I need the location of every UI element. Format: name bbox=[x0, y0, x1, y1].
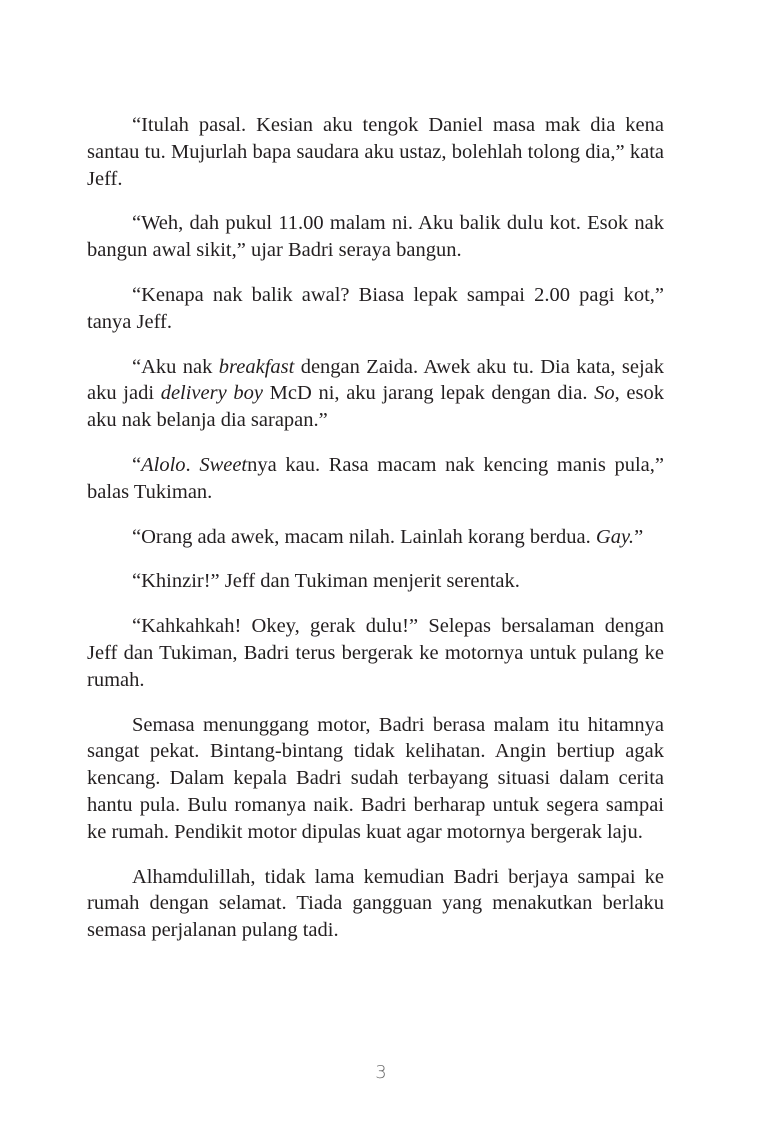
italic-segment: delivery boy bbox=[160, 382, 263, 405]
text-segment: Alhamdulillah, tidak lama kemudian Badri berjaya sampai ke rumah dengan selamat. Tiada gangguan yang menakutkan berlaku semasa perjalanan pulang tadi. bbox=[87, 865, 664, 942]
text-segment: “Itulah pasal. Kesian aku tengok Daniel masa mak dia kena santau tu. Mujurlah bapa saudara aku ustaz, bolehlah tolong dia,” kata Jeff. bbox=[87, 114, 664, 190]
page-body bbox=[87, 112, 664, 962]
text-segment: dengan Zaida. Awek aku tu. Dia kata, sejak aku jadi bbox=[87, 355, 664, 405]
text-segment: “Aku nak bbox=[132, 355, 219, 378]
text-segment: nya kau. Rasa macam nak kencing manis pula,” balas Tukiman. bbox=[87, 453, 665, 503]
paragraph bbox=[87, 210, 664, 264]
paragraph bbox=[87, 524, 664, 551]
paragraph bbox=[87, 354, 664, 434]
paragraph bbox=[87, 712, 664, 846]
page-number: 3 bbox=[375, 1062, 387, 1083]
paragraph bbox=[87, 613, 664, 693]
italic-segment: breakfast bbox=[218, 355, 295, 378]
text-segment: “Weh, dah pukul 11.00 malam ni. Aku balik dulu kot. Esok nak bangun awal sikit,” ujar Badri seraya bangun. bbox=[87, 212, 664, 262]
italic-segment: Gay. bbox=[595, 525, 635, 548]
paragraph bbox=[87, 864, 664, 944]
italic-segment: Sweet bbox=[199, 453, 248, 476]
text-segment: Semasa menunggang motor, Badri berasa malam itu hitamnya sangat pekat. Bintang-bintang tidak kelihatan. Angin bertiup agak kencang. Dalam kepala Badri sudah terbayang situasi dalam cerita hantu pula. Bulu romanya naik. Badri berharap untuk segera sampai ke rumah. Pendikit motor dipulas kuat agar motornya bergerak laju. bbox=[87, 713, 664, 843]
italic-segment: So bbox=[594, 382, 615, 405]
text-segment: “Khinzir!” Jeff dan Tukiman menjerit serentak. bbox=[132, 570, 520, 593]
text-segment: “Orang ada awek, macam nilah. Lainlah korang berdua. bbox=[132, 525, 596, 548]
text-segment: “ bbox=[132, 453, 142, 476]
text-segment: . bbox=[185, 453, 200, 476]
text-segment: ” bbox=[634, 525, 644, 548]
text-segment: “Kenapa nak balik awal? Biasa lepak sampai 2.00 pagi kot,” tanya Jeff. bbox=[87, 283, 664, 333]
text-segment: , esok aku nak belanja dia sarapan.” bbox=[87, 382, 665, 432]
paragraph bbox=[87, 282, 664, 336]
paragraph bbox=[87, 452, 664, 506]
paragraph bbox=[87, 112, 664, 192]
text-segment: “Kahkahkah! Okey, gerak dulu!” Selepas bersalaman dengan Jeff dan Tukiman, Badri terus bergerak ke motornya untuk pulang ke rumah. bbox=[87, 615, 664, 691]
paragraph bbox=[87, 568, 664, 595]
text-segment: McD ni, aku jarang lepak dengan dia. bbox=[262, 382, 595, 405]
italic-segment: Alolo bbox=[141, 453, 186, 476]
